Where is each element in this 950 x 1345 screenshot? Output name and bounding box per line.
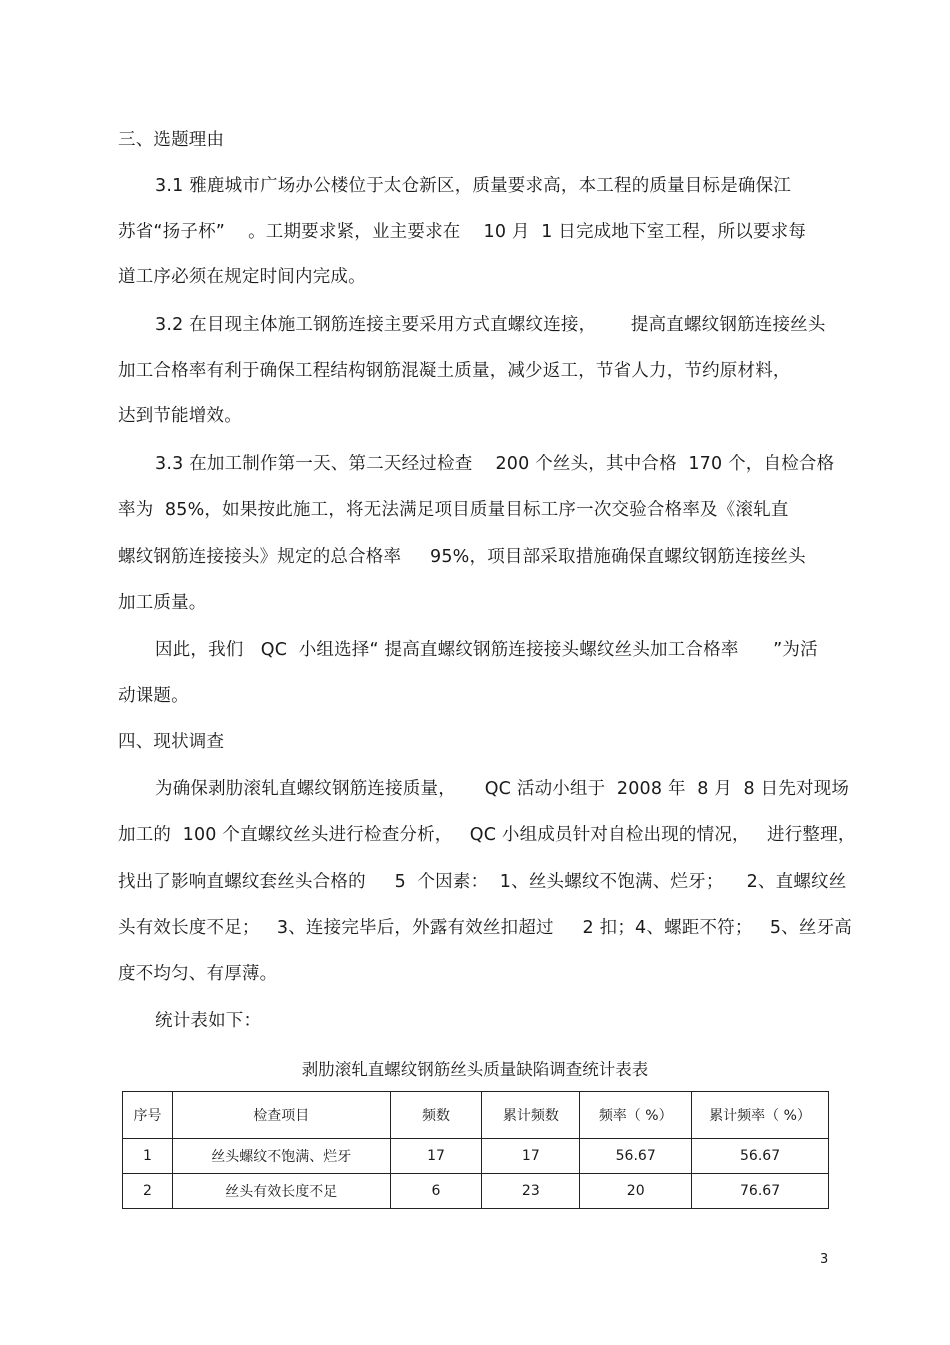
cell-frequency-rate: 56.67 <box>580 1139 692 1174</box>
cell-frequency: 17 <box>390 1139 482 1174</box>
paragraph-line: 度不均匀、有厚薄。 <box>118 964 278 984</box>
paragraph-line: 找出了影响直螺纹套丝头合格的 5 个因素： 1、丝头螺纹不饱满、烂牙； 2、直螺纹丝 <box>118 872 847 892</box>
cell-index: 1 <box>123 1139 173 1174</box>
cell-cumulative-rate: 76.67 <box>692 1174 829 1209</box>
page-number: 3 <box>820 1252 829 1267</box>
header-frequency: 频数 <box>390 1092 482 1139</box>
paragraph-line: 因此，我们 QC 小组选择“ 提高直螺纹钢筋连接接头螺纹丝头加工合格率 ”为活 <box>155 640 818 660</box>
cell-cumulative-rate: 56.67 <box>692 1139 829 1174</box>
table-header-row <box>123 1092 829 1139</box>
paragraph-line: 为确保剥肋滚轧直螺纹钢筋连接质量， QC 活动小组于 2008 年 8 月 8 日先对现场 <box>155 779 850 799</box>
table-caption: 剥肋滚轧直螺纹钢筋丝头质量缺陷调查统计表表 <box>301 1060 649 1079</box>
header-check-item: 检查项目 <box>172 1092 390 1139</box>
cell-frequency-rate: 20 <box>580 1174 692 1209</box>
paragraph-line: 螺纹钢筋连接接头》规定的总合格率 95%，项目部采取措施确保直螺纹钢筋连接丝头 <box>118 547 806 567</box>
cell-cumulative-frequency: 23 <box>482 1174 580 1209</box>
cell-check-item: 丝头有效长度不足 <box>172 1174 390 1209</box>
paragraph-line: 加工合格率有利于确保工程结构钢筋混凝土质量，减少返工，节省人力，节约原材料， <box>118 361 791 381</box>
paragraph-line: 3.2 在目现主体施工钢筋连接主要采用方式直螺纹连接， 提高直螺纹钢筋连接丝头 <box>155 315 826 335</box>
paragraph-line: 达到节能增效。 <box>118 406 242 426</box>
defect-statistics-table <box>122 1091 829 1209</box>
section-heading-status-survey: 四、现状调查 <box>118 732 225 752</box>
cell-check-item: 丝头螺纹不饱满、烂牙 <box>172 1139 390 1174</box>
paragraph-line: 3.3 在加工制作第一天、第二天经过检查 200 个丝头，其中合格 170 个，自检合格 <box>155 454 835 474</box>
paragraph-line: 率为 85%，如果按此施工，将无法满足项目质量目标工序一次交验合格率及《滚轧直 <box>118 500 789 520</box>
section-heading-topic-reason: 三、选题理由 <box>118 130 225 150</box>
header-cumulative-rate: 累计频率（ %） <box>692 1092 829 1139</box>
paragraph-line: 头有效长度不足； 3、连接完毕后，外露有效丝扣超过 2 扣；4、螺距不符； 5、丝牙高 <box>118 918 852 938</box>
paragraph-line: 统计表如下： <box>155 1011 262 1031</box>
header-frequency-rate: 频率（ %） <box>580 1092 692 1139</box>
table-row <box>123 1139 829 1174</box>
paragraph-line: 道工序必须在规定时间内完成。 <box>118 267 366 287</box>
paragraph-line: 苏省“扬子杯” 。工期要求紧，业主要求在 10 月 1 日完成地下室工程，所以要求每 <box>118 222 807 242</box>
paragraph-line: 加工的 100 个直螺纹丝头进行检查分析， QC 小组成员针对自检出现的情况， 进行整理， <box>118 825 856 845</box>
paragraph-line: 加工质量。 <box>118 593 207 613</box>
table-row <box>123 1174 829 1209</box>
paragraph-line: 动课题。 <box>118 686 189 706</box>
paragraph-line: 3.1 雅鹿城市广场办公楼位于太仓新区，质量要求高，本工程的质量目标是确保江 <box>155 176 791 196</box>
header-cumulative-frequency: 累计频数 <box>482 1092 580 1139</box>
cell-frequency: 6 <box>390 1174 482 1209</box>
cell-index: 2 <box>123 1174 173 1209</box>
cell-cumulative-frequency: 17 <box>482 1139 580 1174</box>
header-index: 序号 <box>123 1092 173 1139</box>
